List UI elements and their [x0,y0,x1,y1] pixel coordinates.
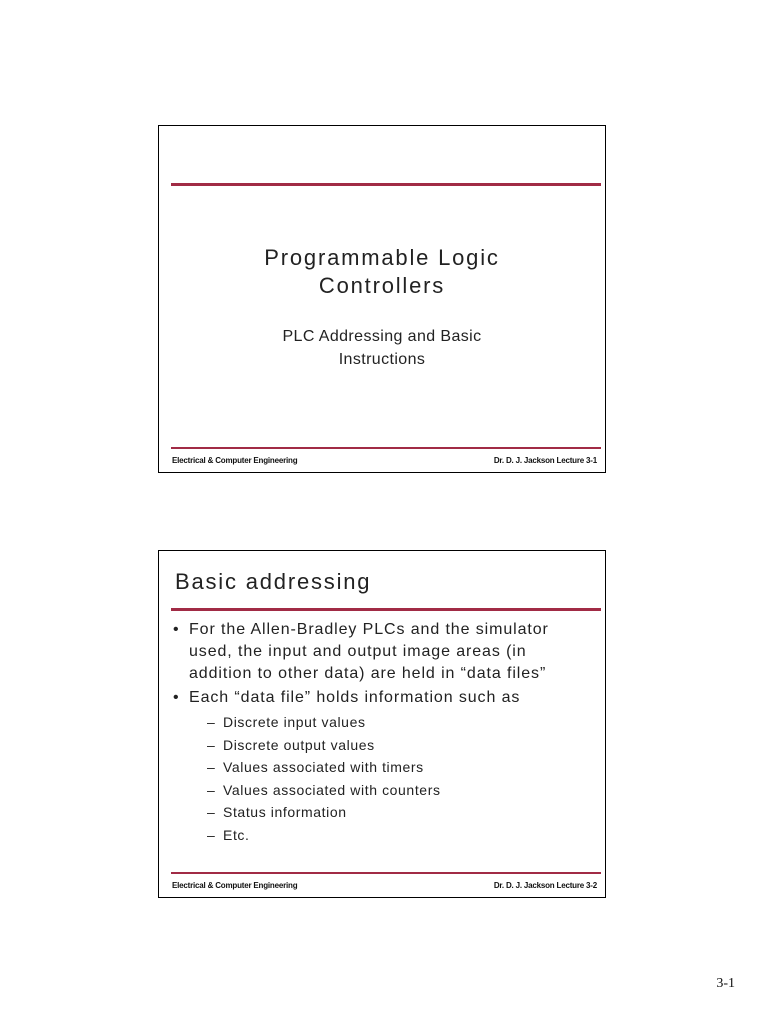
bullet-list [171,619,601,848]
sub-bullet-item [207,779,601,802]
footer-lecture: Dr. D. J. Jackson Lecture 3-1 [493,456,597,465]
slide-subtitle [159,325,605,371]
footer-rule [171,872,601,874]
bullet-item [171,687,601,846]
sub-bullet-item [207,734,601,757]
footer-lecture: Dr. D. J. Jackson Lecture 3-2 [493,881,597,890]
sub-bullet-item [207,801,601,824]
sub-bullet-text: Discrete output values [223,736,375,753]
sub-bullet-text: Values associated with timers [223,759,424,775]
bullet-line: For the Allen-Bradley PLCs and the simulator [189,621,549,638]
bullet-mark: • [173,689,180,706]
slide-heading: Basic addressing [175,569,372,594]
bullet-item [171,619,601,685]
sub-bullet-item [207,824,601,847]
footer-department: Electrical & Computer Engineering [172,881,298,890]
bullet-line: Each “data file” holds information such as [189,689,521,706]
dash-mark: – [207,736,216,753]
slide-subtitle-line-1: PLC Addressing and Basic [282,328,482,345]
heading-rule [171,608,601,611]
sub-bullet-text: Status information [223,804,347,820]
slide-title-line-1: Programmable Logic [264,245,500,270]
sub-bullet-text: Values associated with counters [223,781,441,798]
dash-mark: – [207,781,216,798]
sub-bullet-item [207,756,601,779]
sub-bullet-list [207,711,601,846]
footer-rule [171,447,601,449]
slide-subtitle-line-2: Instructions [338,351,426,368]
footer-department: Electrical & Computer Engineering [172,456,298,465]
bullet-mark: • [173,621,180,638]
dash-mark: – [207,714,216,730]
page-number: 3-1 [716,976,735,991]
dash-mark: – [207,804,216,820]
slide-2 [158,550,606,898]
bullet-line: used, the input and output image areas (in [189,643,527,660]
title-rule [171,183,601,186]
slide-title [159,244,605,300]
sub-bullet-text: Discrete input values [223,714,366,730]
dash-mark: – [207,826,216,843]
sub-bullet-text: Etc. [223,826,250,843]
dash-mark: – [207,759,216,775]
sub-bullet-item [207,711,601,734]
slide-1 [158,125,606,473]
slide-title-line-2: Controllers [318,273,446,298]
bullet-line: addition to other data) are held in “data files” [189,665,547,682]
